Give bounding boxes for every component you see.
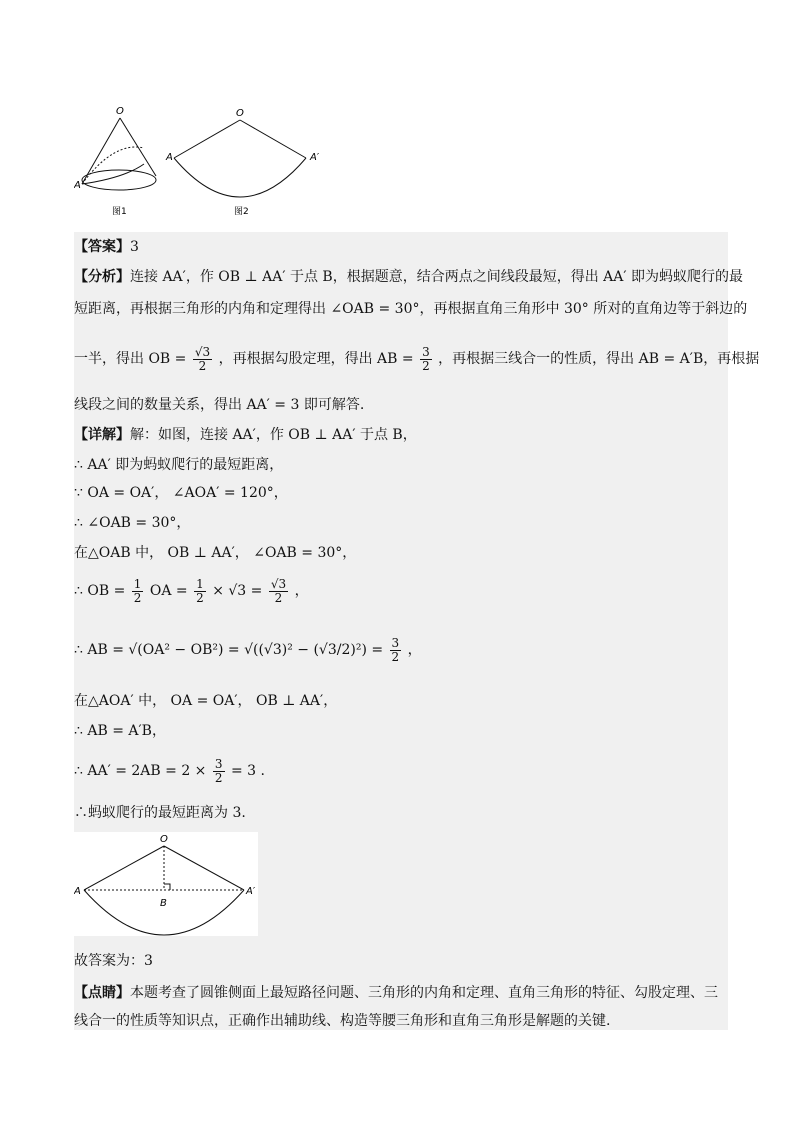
comment-text-1: 本题考查了圆锥侧面上最短路径问题、三角形的内角和定理、直角三角形的特征、勾股定理、三 — [130, 985, 718, 1001]
answer-tag: 【答案】 — [74, 239, 130, 255]
sector-figure — [165, 108, 320, 217]
analysis-l3-mid: ，再根据勾股定理，得出 AB = — [218, 351, 414, 367]
analysis-line-3 — [74, 342, 760, 376]
detail-frac-three-half-2 — [213, 758, 225, 785]
detail-line-5: 在△OAB 中， OB ⊥ AA′， ∠OAB = 30°， — [74, 545, 357, 561]
sector-label-o: O — [236, 108, 244, 119]
fig-label-b: B — [160, 898, 167, 909]
solution-figure — [74, 832, 258, 936]
detail-frac-three-half — [390, 637, 402, 664]
frac-num: √3 — [194, 344, 211, 359]
sector-label-aprime: A′ — [310, 152, 320, 163]
detail-line-4: ∴ ∠OAB = 30°， — [74, 515, 191, 531]
fig-label-aprime: A′ — [246, 886, 256, 897]
frac-den: 2 — [391, 649, 400, 664]
detail-line-1 — [74, 424, 728, 446]
final-answer-line: 故答案为：3 — [74, 953, 153, 969]
analysis-line-4: 线段之间的数量关系，得出 AA′ = 3 即可解答. — [74, 397, 365, 413]
detail-tag: 【详解】 — [74, 427, 130, 443]
detail-l10-post: = 3 . — [230, 763, 265, 779]
detail-frac-half-1 — [132, 578, 144, 605]
detail-l7-pre: ∴ AB = √(OA² − OB²) = √((√3)² − (√3/2)²) = — [74, 642, 384, 658]
frac-num: 1 — [196, 576, 204, 591]
comment-line-2: 线合一的性质等知识点，正确作出辅助线、构造等腰三角形和直角三角形是解题的关键. — [74, 1013, 611, 1029]
detail-l6-post: ， — [294, 583, 309, 599]
detail-line-3: ∵ OA = OA′， ∠AOA′ = 120°， — [74, 485, 288, 501]
cone-figure — [74, 106, 156, 217]
frac-den: 2 — [133, 590, 142, 605]
detail-line-2: ∴ AA′ 即为蚂蚁爬行的最短距离， — [74, 457, 284, 473]
comment-line-1 — [74, 982, 728, 1004]
analysis-frac-ob — [193, 346, 212, 373]
answer-line — [74, 236, 728, 258]
detail-line-10 — [74, 754, 728, 788]
fig1-caption: 图1 — [112, 207, 127, 217]
fig2-caption: 图2 — [234, 207, 249, 217]
frac-num: 3 — [422, 344, 430, 359]
detail-line-7 — [74, 630, 728, 670]
sector-with-perpendicular — [74, 832, 258, 936]
figures-panel — [74, 96, 328, 224]
detail-frac-root3-half — [269, 578, 288, 605]
fig-label-o: O — [160, 834, 168, 845]
comment-tag: 【点睛】 — [74, 985, 130, 1001]
detail-text-1: 解：如图，连接 AA′，作 OB ⊥ AA′ 于点 B， — [130, 427, 417, 443]
detail-line-6 — [74, 574, 728, 608]
analysis-text-1: 连接 AA′，作 OB ⊥ AA′ 于点 B，根据题意，结合两点之间线段最短，得出 AA′ 即为蚂蚁爬行的最 — [130, 269, 744, 285]
frac-den: 2 — [214, 770, 223, 785]
frac-num: 1 — [133, 576, 142, 591]
detail-l10-pre: ∴ AA′ = 2AB = 2 × — [74, 763, 207, 779]
detail-line-11: ∴蚂蚁爬行的最短距离为 3. — [74, 805, 246, 821]
detail-frac-half-2 — [194, 578, 206, 605]
frac-num: 3 — [214, 756, 223, 771]
frac-num: 3 — [391, 635, 400, 650]
cone-label-o: O — [116, 106, 124, 117]
cone-label-a: A — [74, 180, 81, 191]
sector-label-a: A — [166, 152, 173, 163]
frac-den: 2 — [274, 590, 283, 605]
cone-and-sector-figures — [74, 96, 328, 224]
frac-den: 2 — [198, 358, 207, 373]
answer-value: 3 — [130, 239, 139, 255]
detail-l7-post: ， — [407, 642, 422, 658]
detail-l6-pre: ∴ OB = — [74, 583, 126, 599]
analysis-line-2: 短距离，再根据三角形的内角和定理得出 ∠OAB = 30°，再根据直角三角形中 30° 所对的直角边等于斜边的 — [74, 301, 748, 317]
frac-den: 2 — [422, 358, 430, 373]
analysis-line-1 — [74, 266, 744, 288]
analysis-l3-pre: 一半，得出 OB = — [74, 351, 187, 367]
frac-den: 2 — [196, 590, 204, 605]
analysis-tag: 【分析】 — [74, 269, 130, 285]
fig-label-a: A — [74, 886, 81, 897]
detail-l6-mid: OA = — [149, 583, 188, 599]
detail-line-8: 在△AOA′ 中， OA = OA′， OB ⊥ AA′， — [74, 693, 338, 709]
detail-line-9: ∴ AB = A′B， — [74, 723, 166, 739]
frac-num: √3 — [270, 576, 287, 591]
analysis-frac-ab — [420, 346, 432, 373]
analysis-l3-post: ，再根据三线合一的性质，得出 AB = A′B，再根据 — [438, 351, 760, 367]
detail-l6-mid2: × √3 = — [212, 583, 263, 599]
